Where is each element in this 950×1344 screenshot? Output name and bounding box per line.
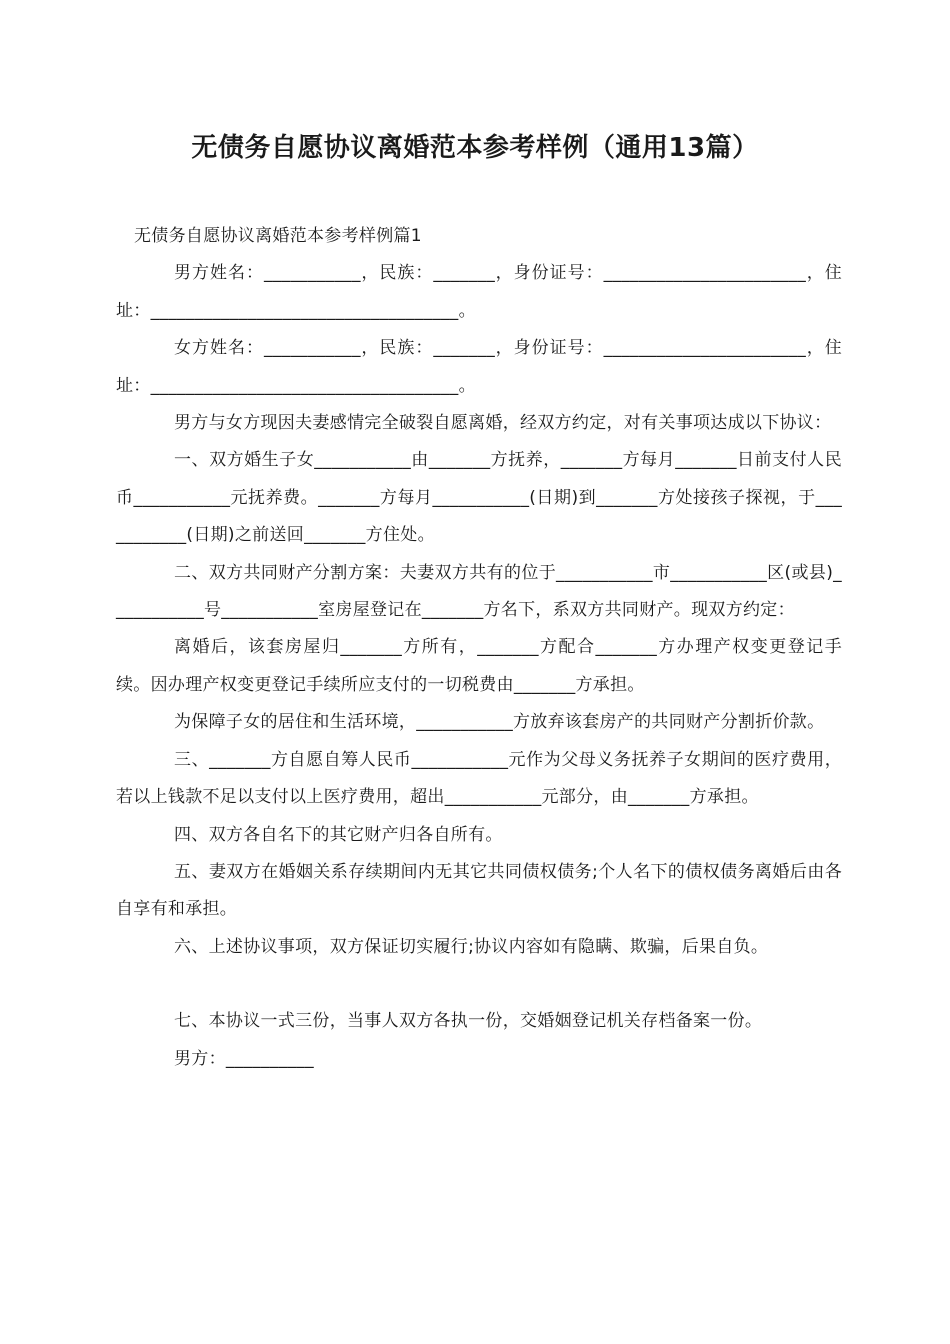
paragraph-clause-6: 六、上述协议事项，双方保证切实履行;协议内容如有隐瞒、欺骗，后果自负。 <box>174 936 769 957</box>
section-heading: 无债务自愿协议离婚范本参考样例篇1 <box>134 226 422 246</box>
paragraph-intro: 男方与女方现因夫妻感情完全破裂自愿离婚，经双方约定，对有关事项达成以下协议： <box>174 413 832 434</box>
paragraph-clause-3: 三、_______方自愿自筹人民币___________元作为父母义务抚养子女期间的医疗费用，若以上钱款不足以支付以上医疗费用，超出___________元部分，由_______方承担。 <box>116 749 842 808</box>
paragraph-clause-7: 七、本协议一式三份，当事人双方各执一份，交婚姻登记机关存档备案一份。 <box>174 1011 763 1032</box>
paragraph-female-info: 女方姓名：___________，民族：_______，身份证号：_______________________，住址：___________________________________。 <box>116 338 842 396</box>
paragraph-clause-2: 二、双方共同财产分割方案：夫妻双方共有的位于___________市___________区(或县)___________号___________室房屋登记在_______方名下，系双方共同财产。现双方约定： <box>116 562 842 621</box>
paragraph-clause-1: 一、双方婚生子女___________由_______方抚养，_______方每月_______日前支付人民币___________元抚养费。_______方每月___________(日期)到_______方处接孩子探视，于___________(日期)之前送回_______方住处。 <box>116 450 842 546</box>
paragraph-clause-2-house: 离婚后，该套房屋归_______方所有，_______方配合_______方办理产权变更登记手续。因办理产权变更登记手续所应支付的一切税费由_______方承担。 <box>116 637 842 695</box>
paragraph-clause-2-children: 为保障子女的居住和生活环境，___________方放弃该套房产的共同财产分割折价款。 <box>174 712 825 733</box>
document-body <box>116 218 842 1078</box>
document-title: 无债务自愿协议离婚范本参考样例（通用13篇） <box>191 133 759 163</box>
paragraph-clause-5: 五、妻双方在婚姻关系存续期间内无其它共同债权债务;个人名下的债权债务离婚后由各自享有和承担。 <box>116 861 842 920</box>
paragraph-clause-4: 四、双方各自名下的其它财产归各自所有。 <box>174 824 503 845</box>
signature-male: 男方：__________ <box>174 1048 314 1069</box>
paragraph-male-info: 男方姓名：___________，民族：_______，身份证号：_______________________，住址：___________________________________。 <box>116 263 842 321</box>
